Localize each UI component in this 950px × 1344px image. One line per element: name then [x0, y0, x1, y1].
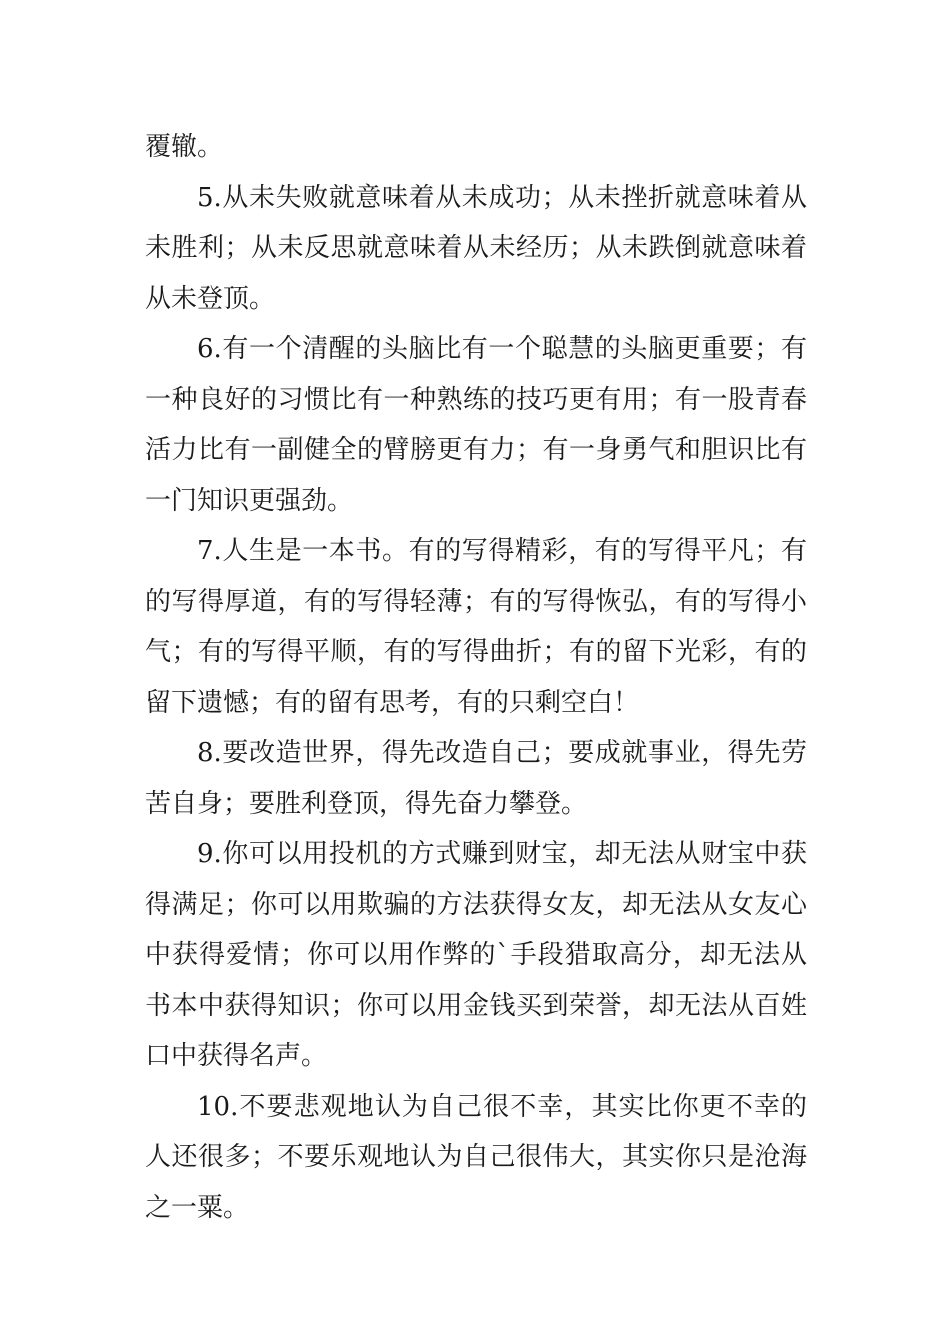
- paragraph-item-10: 10.不要悲观地认为自己很不幸，其实比你更不幸的人还很多；不要乐观地认为自己很伟大，其实你只是沧海之一粟。: [145, 1091, 807, 1223]
- paragraph-item-5: 5.从未失败就意味着从未成功；从未挫折就意味着从未胜利；从未反思就意味着从未经历；从未跌倒就意味着从未登顶。: [145, 182, 807, 314]
- paragraph-item-6: 6.有一个清醒的头脑比有一个聪慧的头脑更重要；有一种良好的习惯比有一种熟练的技巧更有用；有一股青春活力比有一副健全的臂膀更有力；有一身勇气和胆识比有一门知识更强劲。: [145, 334, 807, 516]
- paragraph-item-9: 9.你可以用投机的方式赚到财宝，却无法从财宝中获得满足；你可以用欺骗的方法获得女友，却无法从女友心中获得爱情；你可以用作弊的`手段猎取高分，却无法从书本中获得知识；你可以用金钱买到荣誉，却无法从百姓口中获得名声。: [145, 839, 807, 1071]
- paragraph-item-7: 7.人生是一本书。有的写得精彩，有的写得平凡；有的写得厚道，有的写得轻薄；有的写得恢弘，有的写得小气；有的写得平顺，有的写得曲折；有的留下光彩，有的留下遗憾；有的留有思考，有的只剩空白！: [145, 536, 807, 718]
- document-body: [145, 122, 807, 1233]
- paragraph-item-8: 8.要改造世界，得先改造自己；要成就事业，得先劳苦自身；要胜利登顶，得先奋力攀登。: [145, 738, 807, 819]
- paragraph-continuation: 覆辙。: [145, 132, 224, 162]
